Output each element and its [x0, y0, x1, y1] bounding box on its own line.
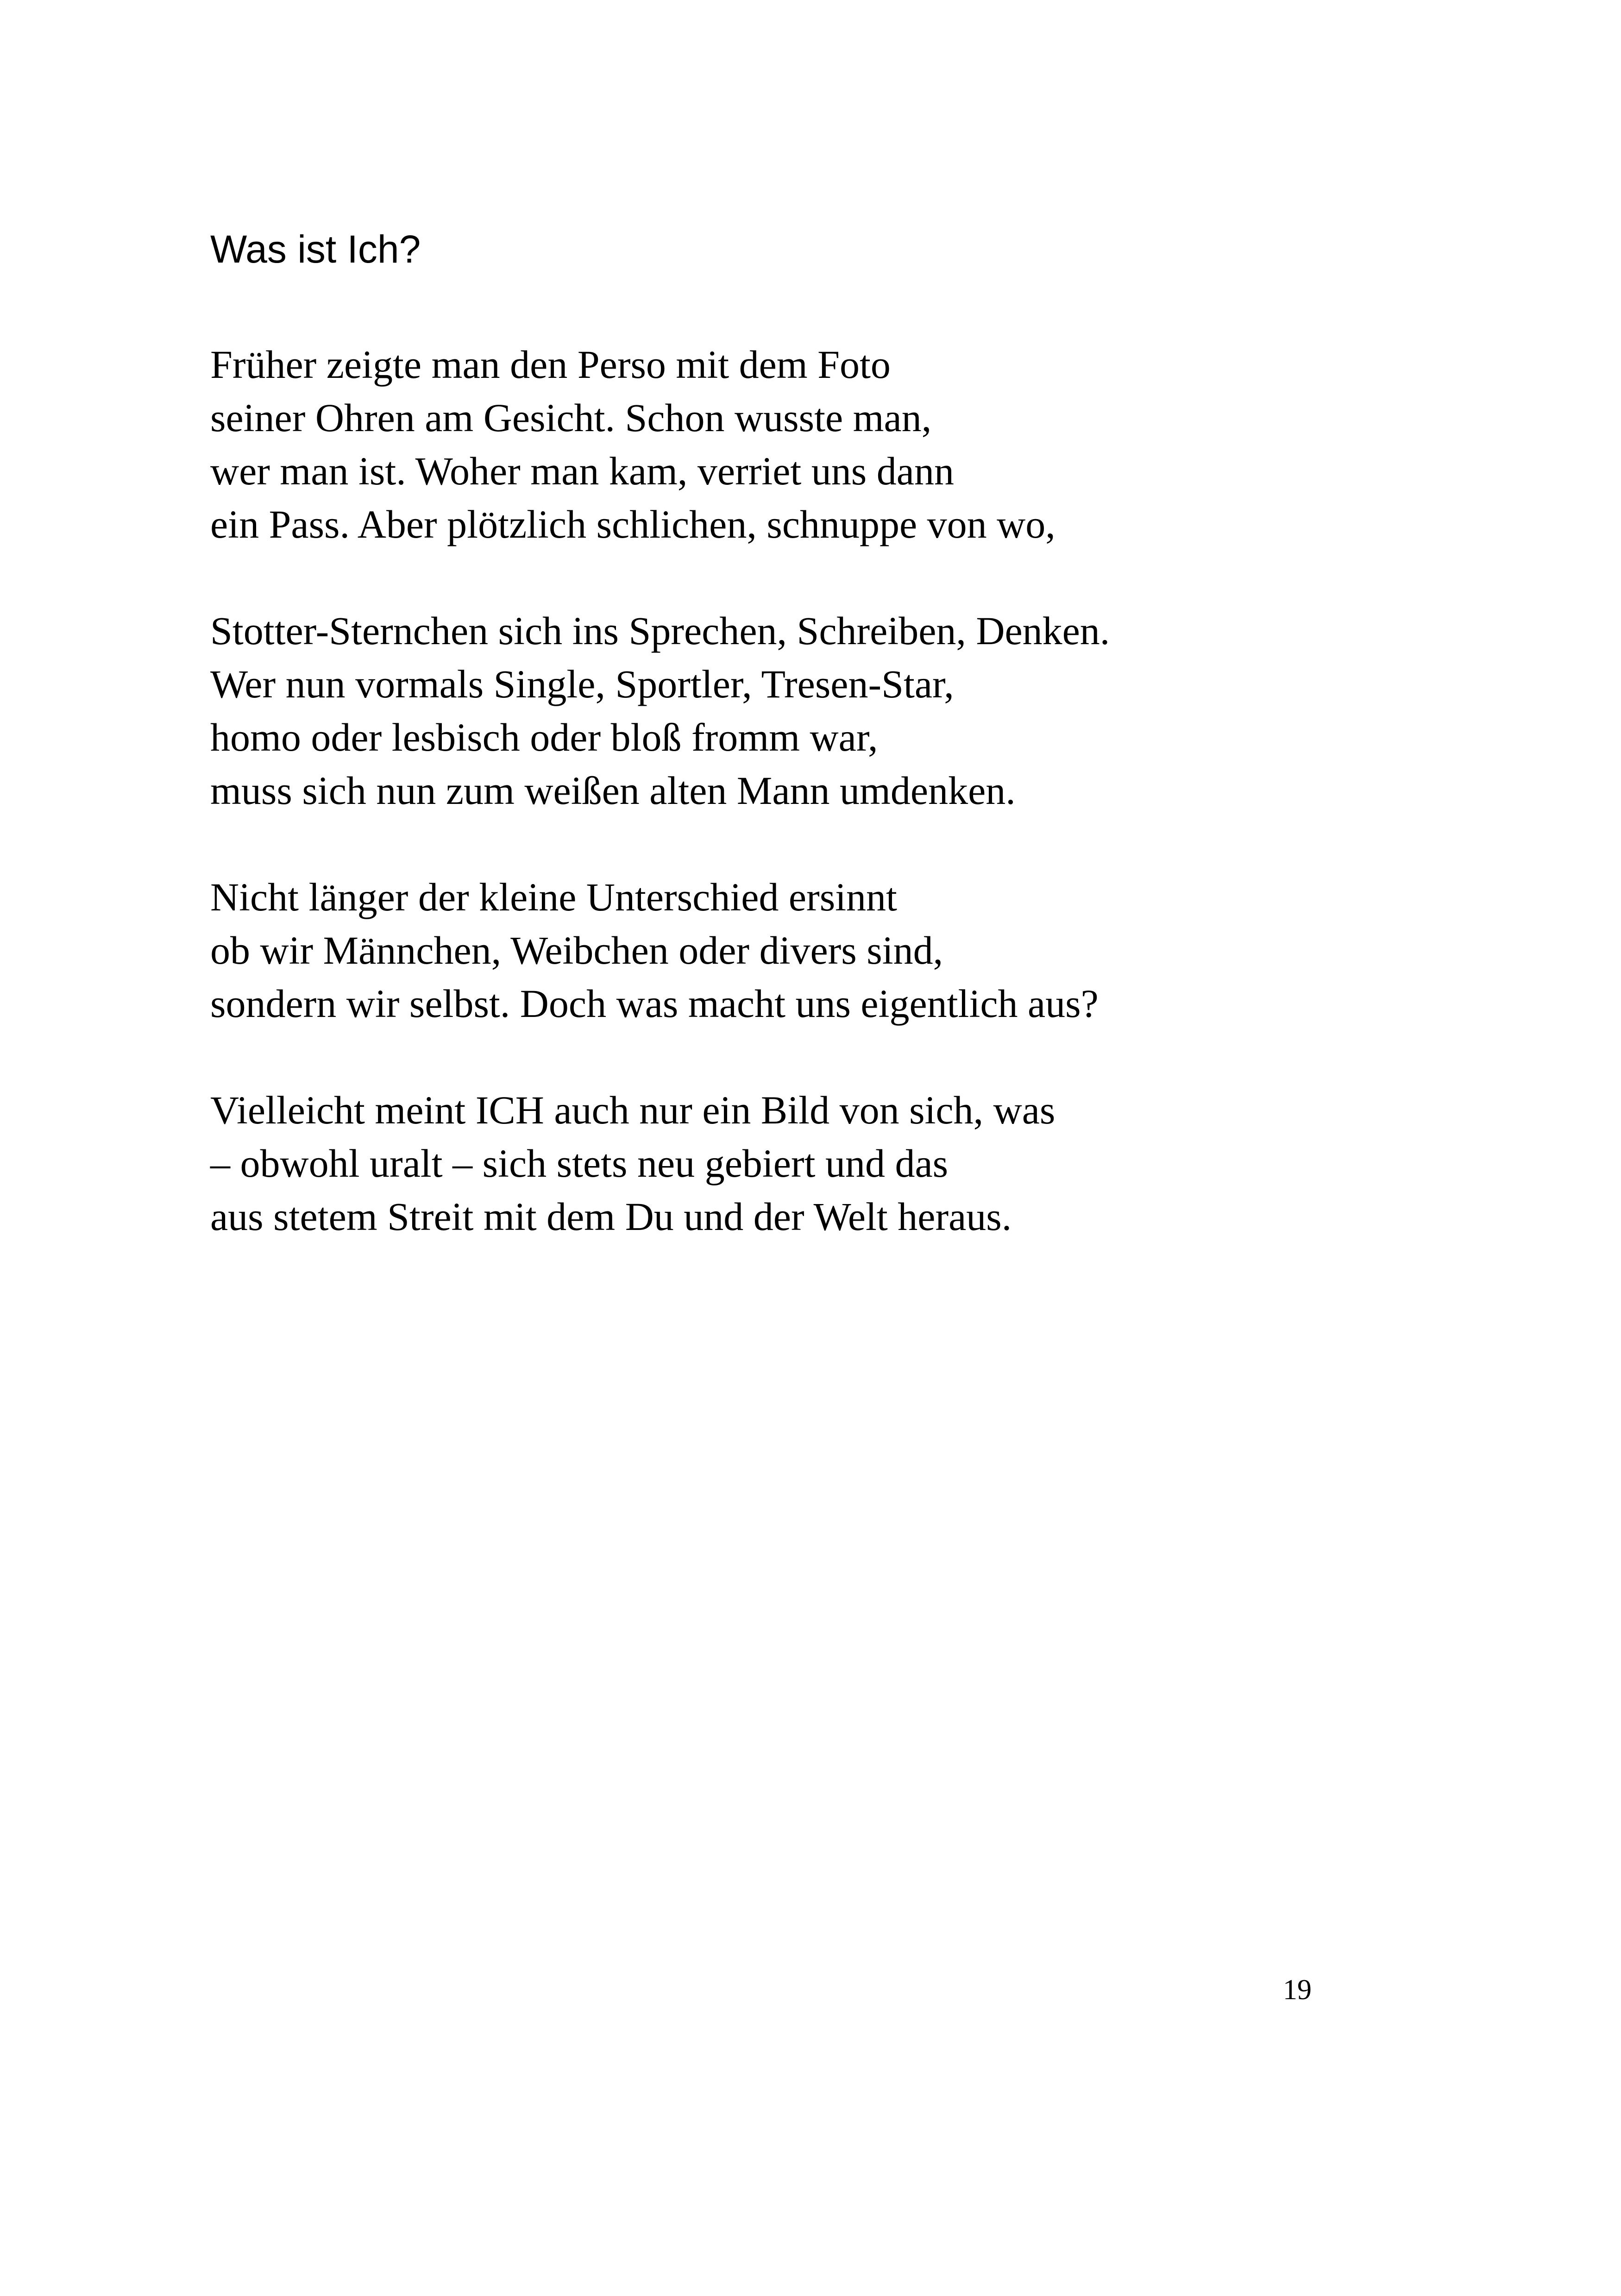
- page-number: 19: [1283, 1974, 1312, 2006]
- poem-line: Stotter-Sternchen sich ins Sprechen, Schreiben, Denken.: [210, 609, 1110, 653]
- stanza-2: [210, 604, 1461, 817]
- poem-line: ein Pass. Aber plötzlich schlichen, schnuppe von wo,: [210, 502, 1056, 546]
- poem-line: sondern wir selbst. Doch was macht uns eigentlich aus?: [210, 981, 1099, 1026]
- poem-line: homo oder lesbisch oder bloß fromm war,: [210, 715, 878, 759]
- stanza-1: [210, 338, 1461, 551]
- stanza-3: [210, 871, 1461, 1030]
- poem-line: Vielleicht meint ICH auch nur ein Bild von sich, was: [210, 1088, 1056, 1132]
- poem-line: Nicht länger der kleine Unterschied ersinnt: [210, 875, 897, 919]
- poem-line: ob wir Männchen, Weibchen oder divers sind,: [210, 928, 943, 972]
- poem-line: Früher zeigte man den Perso mit dem Foto: [210, 342, 891, 387]
- poem-line: wer man ist. Woher man kam, verriet uns dann: [210, 449, 954, 493]
- poem-line: muss sich nun zum weißen alten Mann umdenken.: [210, 768, 1016, 813]
- poem-line: Wer nun vormals Single, Sportler, Tresen-Star,: [210, 662, 954, 706]
- poem-line: aus stetem Streit mit dem Du und der Welt heraus.: [210, 1194, 1012, 1239]
- poem-title: Was ist Ich?: [210, 227, 421, 271]
- stanza-4: [210, 1084, 1461, 1243]
- poem-line: – obwohl uralt – sich stets neu gebiert und das: [210, 1141, 949, 1186]
- poem-line: seiner Ohren am Gesicht. Schon wusste man,: [210, 395, 932, 440]
- poem-body: [210, 338, 1461, 1297]
